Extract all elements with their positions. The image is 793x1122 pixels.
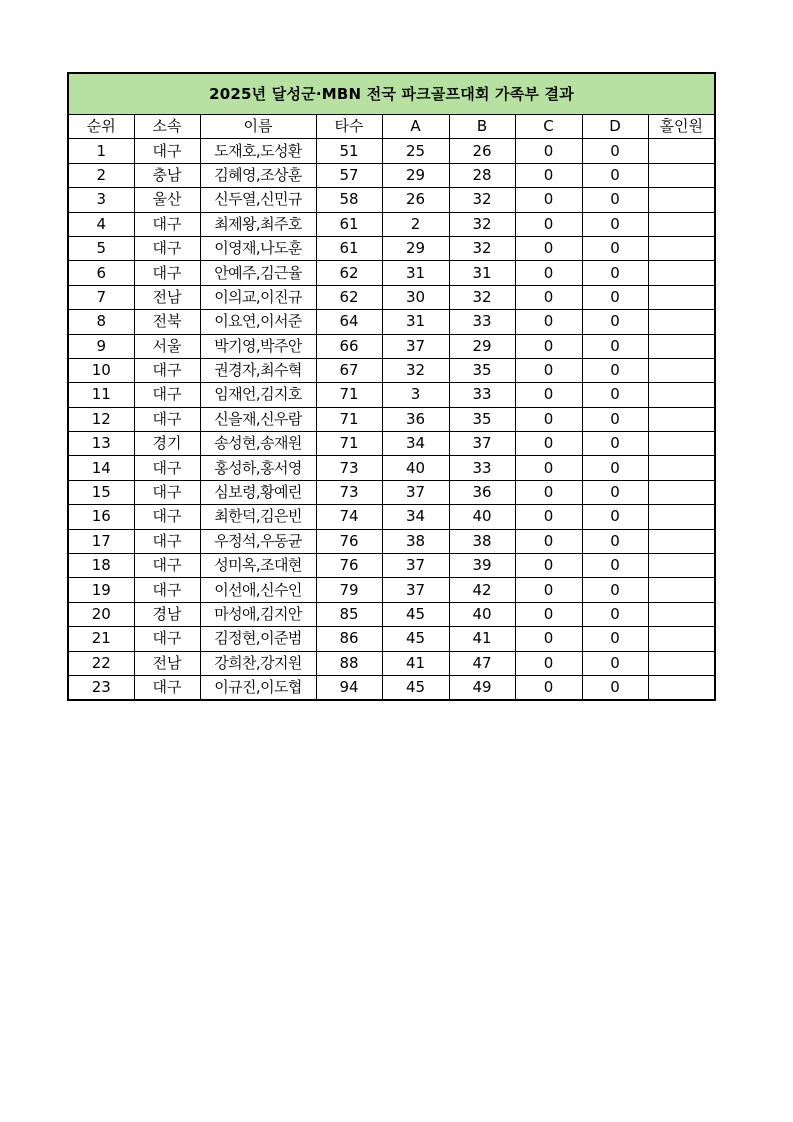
course-b-cell: 29	[449, 334, 515, 358]
hole-in-one-cell	[648, 212, 715, 236]
region-cell: 전남	[134, 651, 200, 675]
course-a-cell: 29	[382, 163, 449, 187]
table-row	[68, 554, 715, 578]
total-cell: 66	[316, 334, 382, 358]
hole-in-one-cell	[648, 675, 715, 700]
name-cell: 우정석,우동균	[200, 529, 316, 553]
course-c-cell: 0	[515, 139, 582, 163]
course-c-cell: 0	[515, 602, 582, 626]
course-c-cell: 0	[515, 529, 582, 553]
hole-in-one-cell	[648, 261, 715, 285]
hole-in-one-cell	[648, 602, 715, 626]
name-cell: 이영재,나도훈	[200, 236, 316, 260]
region-cell: 대구	[134, 383, 200, 407]
name-cell: 홍성하,홍서영	[200, 456, 316, 480]
course-a-cell: 45	[382, 627, 449, 651]
header-course-a: A	[382, 115, 449, 139]
region-cell: 경남	[134, 602, 200, 626]
course-c-cell: 0	[515, 383, 582, 407]
course-d-cell: 0	[582, 236, 648, 260]
course-d-cell: 0	[582, 310, 648, 334]
total-cell: 76	[316, 554, 382, 578]
course-d-cell: 0	[582, 285, 648, 309]
course-c-cell: 0	[515, 188, 582, 212]
region-cell: 대구	[134, 480, 200, 504]
course-d-cell: 0	[582, 212, 648, 236]
table-row	[68, 456, 715, 480]
course-c-cell: 0	[515, 358, 582, 382]
table-row	[68, 139, 715, 163]
course-b-cell: 49	[449, 675, 515, 700]
hole-in-one-cell	[648, 627, 715, 651]
course-a-cell: 31	[382, 261, 449, 285]
header-course-d: D	[582, 115, 648, 139]
table-row	[68, 651, 715, 675]
course-b-cell: 36	[449, 480, 515, 504]
region-cell: 전북	[134, 310, 200, 334]
table-row	[68, 627, 715, 651]
total-cell: 57	[316, 163, 382, 187]
course-b-cell: 33	[449, 383, 515, 407]
course-d-cell: 0	[582, 651, 648, 675]
hole-in-one-cell	[648, 139, 715, 163]
course-c-cell: 0	[515, 285, 582, 309]
rank-cell: 17	[68, 529, 134, 553]
course-c-cell: 0	[515, 675, 582, 700]
table-row	[68, 261, 715, 285]
region-cell: 대구	[134, 236, 200, 260]
total-cell: 71	[316, 432, 382, 456]
results-sheet	[67, 72, 714, 701]
course-c-cell: 0	[515, 236, 582, 260]
title-row	[68, 73, 715, 115]
total-cell: 67	[316, 358, 382, 382]
course-a-cell: 45	[382, 602, 449, 626]
header-row	[68, 115, 715, 139]
course-a-cell: 38	[382, 529, 449, 553]
hole-in-one-cell	[648, 480, 715, 504]
region-cell: 충남	[134, 163, 200, 187]
name-cell: 신을재,신우람	[200, 407, 316, 431]
header-course-b: B	[449, 115, 515, 139]
table-row	[68, 334, 715, 358]
table-row	[68, 212, 715, 236]
course-d-cell: 0	[582, 456, 648, 480]
course-a-cell: 37	[382, 554, 449, 578]
rank-cell: 14	[68, 456, 134, 480]
total-cell: 51	[316, 139, 382, 163]
total-cell: 71	[316, 383, 382, 407]
table-row	[68, 602, 715, 626]
name-cell: 강희찬,강지원	[200, 651, 316, 675]
name-cell: 이선애,신수인	[200, 578, 316, 602]
header-rank: 순위	[68, 115, 134, 139]
total-cell: 62	[316, 261, 382, 285]
course-c-cell: 0	[515, 480, 582, 504]
region-cell: 대구	[134, 139, 200, 163]
course-c-cell: 0	[515, 578, 582, 602]
name-cell: 김혜영,조상훈	[200, 163, 316, 187]
header-course-c: C	[515, 115, 582, 139]
rank-cell: 16	[68, 505, 134, 529]
hole-in-one-cell	[648, 188, 715, 212]
table-row	[68, 505, 715, 529]
table-row	[68, 236, 715, 260]
hole-in-one-cell	[648, 334, 715, 358]
rank-cell: 2	[68, 163, 134, 187]
course-a-cell: 34	[382, 432, 449, 456]
course-a-cell: 40	[382, 456, 449, 480]
table-row	[68, 480, 715, 504]
table-row	[68, 529, 715, 553]
course-a-cell: 26	[382, 188, 449, 212]
region-cell: 대구	[134, 554, 200, 578]
hole-in-one-cell	[648, 285, 715, 309]
rank-cell: 12	[68, 407, 134, 431]
course-a-cell: 45	[382, 675, 449, 700]
table-title: 2025년 달성군·MBN 전국 파크골프대회 가족부 결과	[68, 73, 715, 115]
course-a-cell: 37	[382, 578, 449, 602]
course-b-cell: 40	[449, 505, 515, 529]
region-cell: 울산	[134, 188, 200, 212]
course-b-cell: 41	[449, 627, 515, 651]
course-a-cell: 3	[382, 383, 449, 407]
hole-in-one-cell	[648, 358, 715, 382]
table-row	[68, 163, 715, 187]
name-cell: 이요연,이서준	[200, 310, 316, 334]
total-cell: 79	[316, 578, 382, 602]
course-d-cell: 0	[582, 188, 648, 212]
course-a-cell: 30	[382, 285, 449, 309]
rank-cell: 3	[68, 188, 134, 212]
total-cell: 74	[316, 505, 382, 529]
course-d-cell: 0	[582, 578, 648, 602]
course-b-cell: 42	[449, 578, 515, 602]
course-c-cell: 0	[515, 334, 582, 358]
course-c-cell: 0	[515, 163, 582, 187]
course-a-cell: 36	[382, 407, 449, 431]
results-table	[67, 72, 716, 701]
region-cell: 대구	[134, 456, 200, 480]
total-cell: 76	[316, 529, 382, 553]
rank-cell: 5	[68, 236, 134, 260]
course-d-cell: 0	[582, 675, 648, 700]
total-cell: 61	[316, 212, 382, 236]
hole-in-one-cell	[648, 432, 715, 456]
table-row	[68, 578, 715, 602]
course-c-cell: 0	[515, 310, 582, 334]
name-cell: 권경자,최수혁	[200, 358, 316, 382]
course-b-cell: 32	[449, 212, 515, 236]
name-cell: 이규진,이도협	[200, 675, 316, 700]
hole-in-one-cell	[648, 310, 715, 334]
course-b-cell: 35	[449, 407, 515, 431]
hole-in-one-cell	[648, 407, 715, 431]
total-cell: 61	[316, 236, 382, 260]
region-cell: 대구	[134, 212, 200, 236]
course-d-cell: 0	[582, 529, 648, 553]
rank-cell: 9	[68, 334, 134, 358]
course-a-cell: 34	[382, 505, 449, 529]
rank-cell: 23	[68, 675, 134, 700]
name-cell: 마성애,김지안	[200, 602, 316, 626]
name-cell: 성미옥,조대현	[200, 554, 316, 578]
course-d-cell: 0	[582, 554, 648, 578]
course-b-cell: 35	[449, 358, 515, 382]
name-cell: 최제왕,최주호	[200, 212, 316, 236]
course-b-cell: 32	[449, 236, 515, 260]
rank-cell: 22	[68, 651, 134, 675]
name-cell: 이의교,이진규	[200, 285, 316, 309]
table-row	[68, 188, 715, 212]
course-c-cell: 0	[515, 261, 582, 285]
course-a-cell: 31	[382, 310, 449, 334]
region-cell: 대구	[134, 505, 200, 529]
total-cell: 73	[316, 456, 382, 480]
name-cell: 신두열,신민규	[200, 188, 316, 212]
course-b-cell: 38	[449, 529, 515, 553]
total-cell: 94	[316, 675, 382, 700]
course-d-cell: 0	[582, 261, 648, 285]
table-row	[68, 285, 715, 309]
rank-cell: 7	[68, 285, 134, 309]
course-b-cell: 39	[449, 554, 515, 578]
course-c-cell: 0	[515, 627, 582, 651]
course-c-cell: 0	[515, 432, 582, 456]
table-row	[68, 383, 715, 407]
rank-cell: 1	[68, 139, 134, 163]
course-d-cell: 0	[582, 407, 648, 431]
course-c-cell: 0	[515, 554, 582, 578]
course-d-cell: 0	[582, 139, 648, 163]
course-a-cell: 2	[382, 212, 449, 236]
course-d-cell: 0	[582, 480, 648, 504]
course-c-cell: 0	[515, 505, 582, 529]
course-a-cell: 25	[382, 139, 449, 163]
course-d-cell: 0	[582, 334, 648, 358]
name-cell: 임재언,김지호	[200, 383, 316, 407]
name-cell: 송성현,송재원	[200, 432, 316, 456]
course-d-cell: 0	[582, 602, 648, 626]
course-a-cell: 29	[382, 236, 449, 260]
name-cell: 심보령,황예린	[200, 480, 316, 504]
course-d-cell: 0	[582, 505, 648, 529]
hole-in-one-cell	[648, 554, 715, 578]
rank-cell: 13	[68, 432, 134, 456]
course-b-cell: 40	[449, 602, 515, 626]
region-cell: 대구	[134, 529, 200, 553]
region-cell: 대구	[134, 358, 200, 382]
rank-cell: 20	[68, 602, 134, 626]
course-b-cell: 32	[449, 285, 515, 309]
region-cell: 대구	[134, 578, 200, 602]
rank-cell: 8	[68, 310, 134, 334]
rank-cell: 4	[68, 212, 134, 236]
course-b-cell: 31	[449, 261, 515, 285]
course-b-cell: 47	[449, 651, 515, 675]
hole-in-one-cell	[648, 578, 715, 602]
course-a-cell: 37	[382, 480, 449, 504]
table-row	[68, 310, 715, 334]
course-b-cell: 26	[449, 139, 515, 163]
region-cell: 전남	[134, 285, 200, 309]
table-row	[68, 432, 715, 456]
region-cell: 서울	[134, 334, 200, 358]
header-hole-in-one: 홀인원	[648, 115, 715, 139]
rank-cell: 18	[68, 554, 134, 578]
course-c-cell: 0	[515, 456, 582, 480]
course-d-cell: 0	[582, 358, 648, 382]
results-body	[68, 139, 715, 700]
course-b-cell: 33	[449, 310, 515, 334]
table-row	[68, 675, 715, 700]
total-cell: 64	[316, 310, 382, 334]
course-a-cell: 37	[382, 334, 449, 358]
hole-in-one-cell	[648, 163, 715, 187]
course-b-cell: 28	[449, 163, 515, 187]
total-cell: 58	[316, 188, 382, 212]
total-cell: 85	[316, 602, 382, 626]
hole-in-one-cell	[648, 651, 715, 675]
hole-in-one-cell	[648, 505, 715, 529]
total-cell: 73	[316, 480, 382, 504]
region-cell: 대구	[134, 407, 200, 431]
hole-in-one-cell	[648, 456, 715, 480]
course-d-cell: 0	[582, 627, 648, 651]
rank-cell: 10	[68, 358, 134, 382]
course-a-cell: 41	[382, 651, 449, 675]
course-d-cell: 0	[582, 383, 648, 407]
hole-in-one-cell	[648, 236, 715, 260]
rank-cell: 21	[68, 627, 134, 651]
table-row	[68, 358, 715, 382]
header-name: 이름	[200, 115, 316, 139]
hole-in-one-cell	[648, 383, 715, 407]
header-region: 소속	[134, 115, 200, 139]
rank-cell: 15	[68, 480, 134, 504]
header-total-strokes: 타수	[316, 115, 382, 139]
course-d-cell: 0	[582, 432, 648, 456]
hole-in-one-cell	[648, 529, 715, 553]
region-cell: 대구	[134, 261, 200, 285]
region-cell: 대구	[134, 627, 200, 651]
course-c-cell: 0	[515, 651, 582, 675]
course-c-cell: 0	[515, 407, 582, 431]
course-a-cell: 32	[382, 358, 449, 382]
name-cell: 최한덕,김은빈	[200, 505, 316, 529]
rank-cell: 19	[68, 578, 134, 602]
name-cell: 안예주,김근율	[200, 261, 316, 285]
region-cell: 경기	[134, 432, 200, 456]
rank-cell: 6	[68, 261, 134, 285]
region-cell: 대구	[134, 675, 200, 700]
course-c-cell: 0	[515, 212, 582, 236]
course-b-cell: 33	[449, 456, 515, 480]
table-row	[68, 407, 715, 431]
course-d-cell: 0	[582, 163, 648, 187]
name-cell: 박기영,박주안	[200, 334, 316, 358]
rank-cell: 11	[68, 383, 134, 407]
total-cell: 62	[316, 285, 382, 309]
total-cell: 71	[316, 407, 382, 431]
course-b-cell: 37	[449, 432, 515, 456]
total-cell: 88	[316, 651, 382, 675]
name-cell: 도재호,도성환	[200, 139, 316, 163]
course-b-cell: 32	[449, 188, 515, 212]
total-cell: 86	[316, 627, 382, 651]
name-cell: 김정현,이준범	[200, 627, 316, 651]
